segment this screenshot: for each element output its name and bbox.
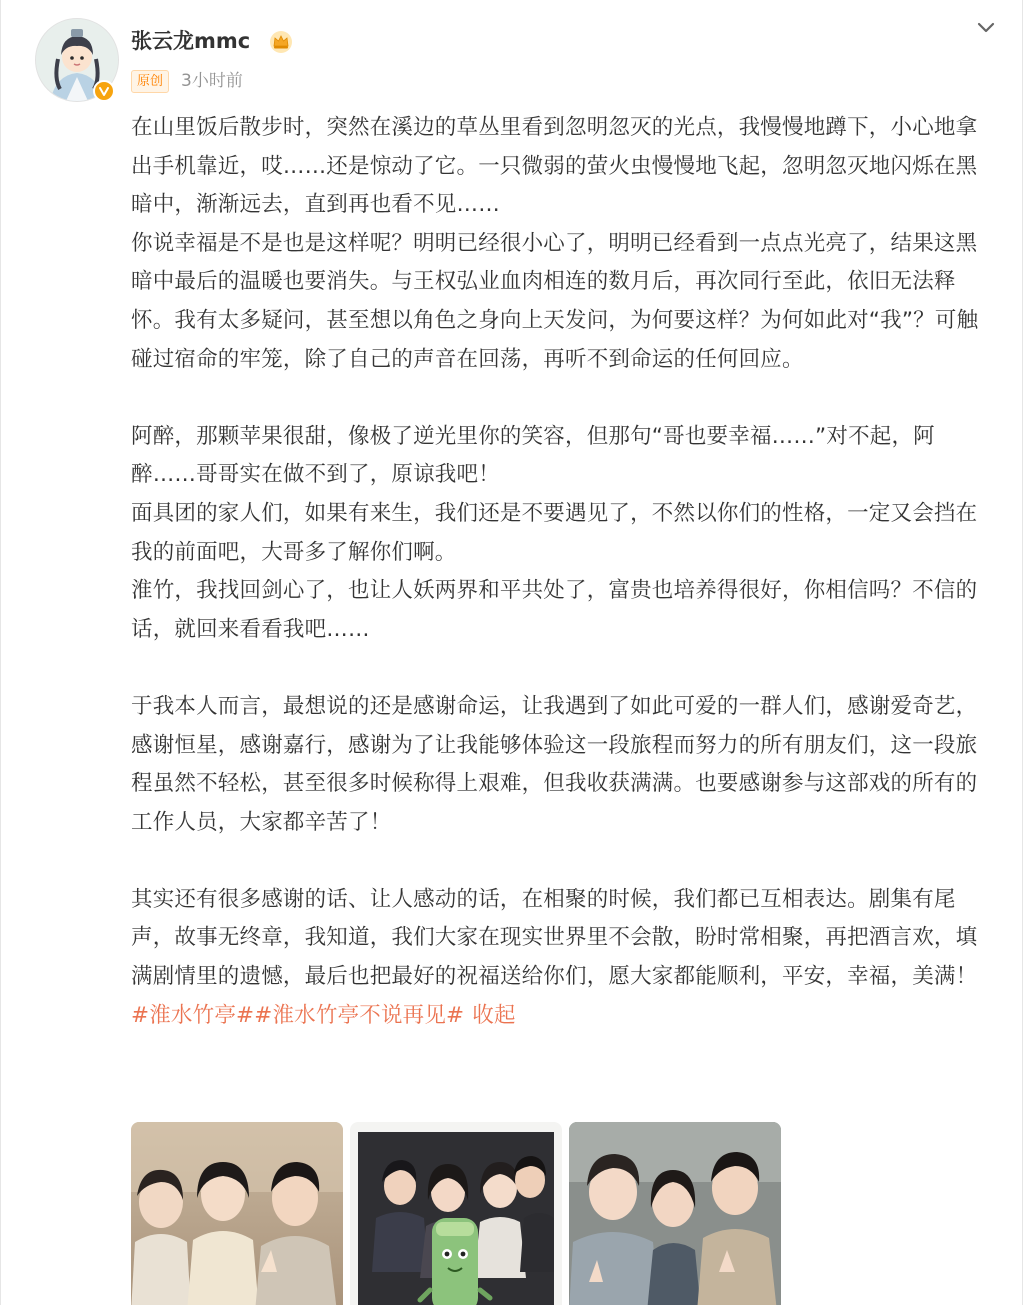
paragraph: 你说幸福是不是也是这样呢？明明已经很小心了，明明已经看到一点点光亮了，结果这黑暗中最后的温暖也要消失。与王权弘业血肉相连的数月后，再次同行至此，依旧无法释怀。我有太多疑问，甚至想以角色之身向上天发问，为何要这样？为何如此对“我”？可触碰过宿命的牢笼，除了自己的声音在回荡，再听不到命运的任何回应。 [131,230,979,372]
chevron-down-icon[interactable] [973,14,999,40]
paragraph: 淮竹，我找回剑心了，也让人妖两界和平共处了，富贵也培养得很好，你相信吗？不信的话，就回来看看我吧…… [131,578,978,642]
hashtag-link[interactable]: #淮水竹亭不说再见# [254,1002,465,1028]
photo-grid [131,1122,791,1305]
hashtag-link[interactable]: #淮水竹亭# [131,1002,255,1028]
post-content [131,109,997,1035]
paragraph: 在山里饭后散步时，突然在溪边的草丛里看到忽明忽灭的光点，我慢慢地蹲下，小心地拿出手机靠近，哎……还是惊动了它。一只微弱的萤火虫慢慢地飞起，忽明忽灭地闪烁在黑暗中，渐渐远去，直到再也看不见…… [131,115,978,218]
paragraph-spacer [131,649,997,688]
paragraph: 面具团的家人们，如果有来生，我们还是不要遇见了，不然以你们的性格，一定又会挡在我的前面吧，大哥多了解你们啊。 [131,500,978,565]
post-timestamp[interactable]: 3小时前 [181,71,243,91]
author-name[interactable]: 张云龙mmc [131,29,251,53]
paragraph-spacer [131,842,997,881]
paragraph: 阿醉，那颗苹果很甜，像极了逆光里你的笑容，但那句“哥也要幸福……”对不起，阿醉……哥哥实在做不到了，原谅我吧！ [131,423,935,488]
photo-1[interactable] [131,1122,343,1305]
paragraph-spacer [131,379,997,418]
crown-icon[interactable] [269,30,293,54]
collapse-button[interactable]: 收起 [472,1002,516,1028]
verified-v-icon [93,80,115,102]
paragraph: 于我本人而言，最想说的还是感谢命运，让我遇到了如此可爱的一群人们，感谢爱奇艺，感谢恒星，感谢嘉行，感谢为了让我能够体验这一段旅程而努力的所有朋友们，这一段旅程虽然不轻松，甚至很多时候称得上艰难，但我收获满满。也要感谢参与这部戏的所有的工作人员，大家都辛苦了！ [131,693,978,835]
photo-3[interactable] [569,1122,781,1305]
paragraph: 其实还有很多感谢的话、让人感动的话，在相聚的时候，我们都已互相表达。剧集有尾声，故事无终章，我知道，我们大家在现实世界里不会散，盼时常相聚，再把酒言欢，填满剧情里的遗憾，最后也把最好的祝福送给你们，愿大家都能顺利，平安，幸福，美满！ [131,886,978,990]
photo-2[interactable] [350,1122,562,1305]
hashtag-line [131,997,997,1036]
original-badge: 原创 [131,70,169,93]
